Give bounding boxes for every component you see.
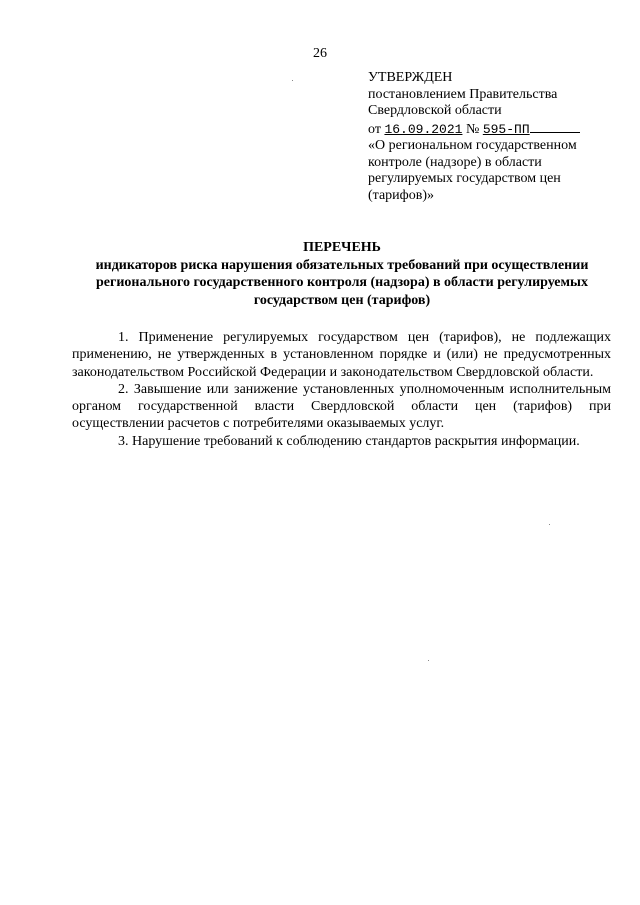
number-prefix: № (465, 121, 480, 137)
approval-line-2: Свердловской области (368, 103, 502, 118)
page-number: 26 (313, 46, 327, 61)
list-item-3: 3. Нарушение требований к соблюдению стандартов раскрытия информации. (118, 433, 580, 449)
document-title (72, 239, 612, 309)
approval-heading: УТВЕРЖДЕН (368, 70, 453, 85)
approval-quote-line-4: (тарифов)» (368, 187, 435, 203)
list-item-1: 1. Применение регулируемых государством цен (тарифов), не подлежащих применению, не утвержденных в установленном порядке и (или) не предусмотренных законодательством Российской Федерации и законодательством Свердловской области. (72, 330, 611, 380)
approval-number: 595-ПП (482, 121, 530, 137)
title-line-3: государством цен (тарифов) (253, 292, 431, 308)
title-heading: ПЕРЕЧЕНЬ (303, 240, 381, 255)
date-prefix: от (368, 121, 381, 137)
approval-date-line (368, 120, 618, 139)
approval-quote-line-1: «О региональном государственном (368, 138, 577, 153)
indicator-list (72, 329, 611, 450)
scan-speck (292, 80, 293, 81)
approval-line-1: постановлением Правительства (368, 86, 558, 102)
title-line-2: регионального государственного контроля (надзора) в области регулируемых (96, 275, 588, 290)
list-item-2: 2. Завышение или занижение установленных уполномоченным исполнительным органом государственной власти Свердловской области цен (тарифов) при осуществлении расчетов с потребителями оказываемых услуг. (72, 381, 611, 432)
approval-stamp (368, 70, 618, 204)
approval-quote-line-3: регулируемых государством цен (368, 171, 561, 186)
scan-speck (549, 524, 550, 525)
approval-quote-line-2: контроле (надзоре) в области (368, 154, 542, 170)
title-line-1: индикаторов риска нарушения обязательных требований при осуществлении (95, 257, 589, 273)
number-underline (530, 120, 580, 133)
scan-speck (428, 660, 429, 661)
approval-date: 16.09.2021 (384, 121, 463, 137)
